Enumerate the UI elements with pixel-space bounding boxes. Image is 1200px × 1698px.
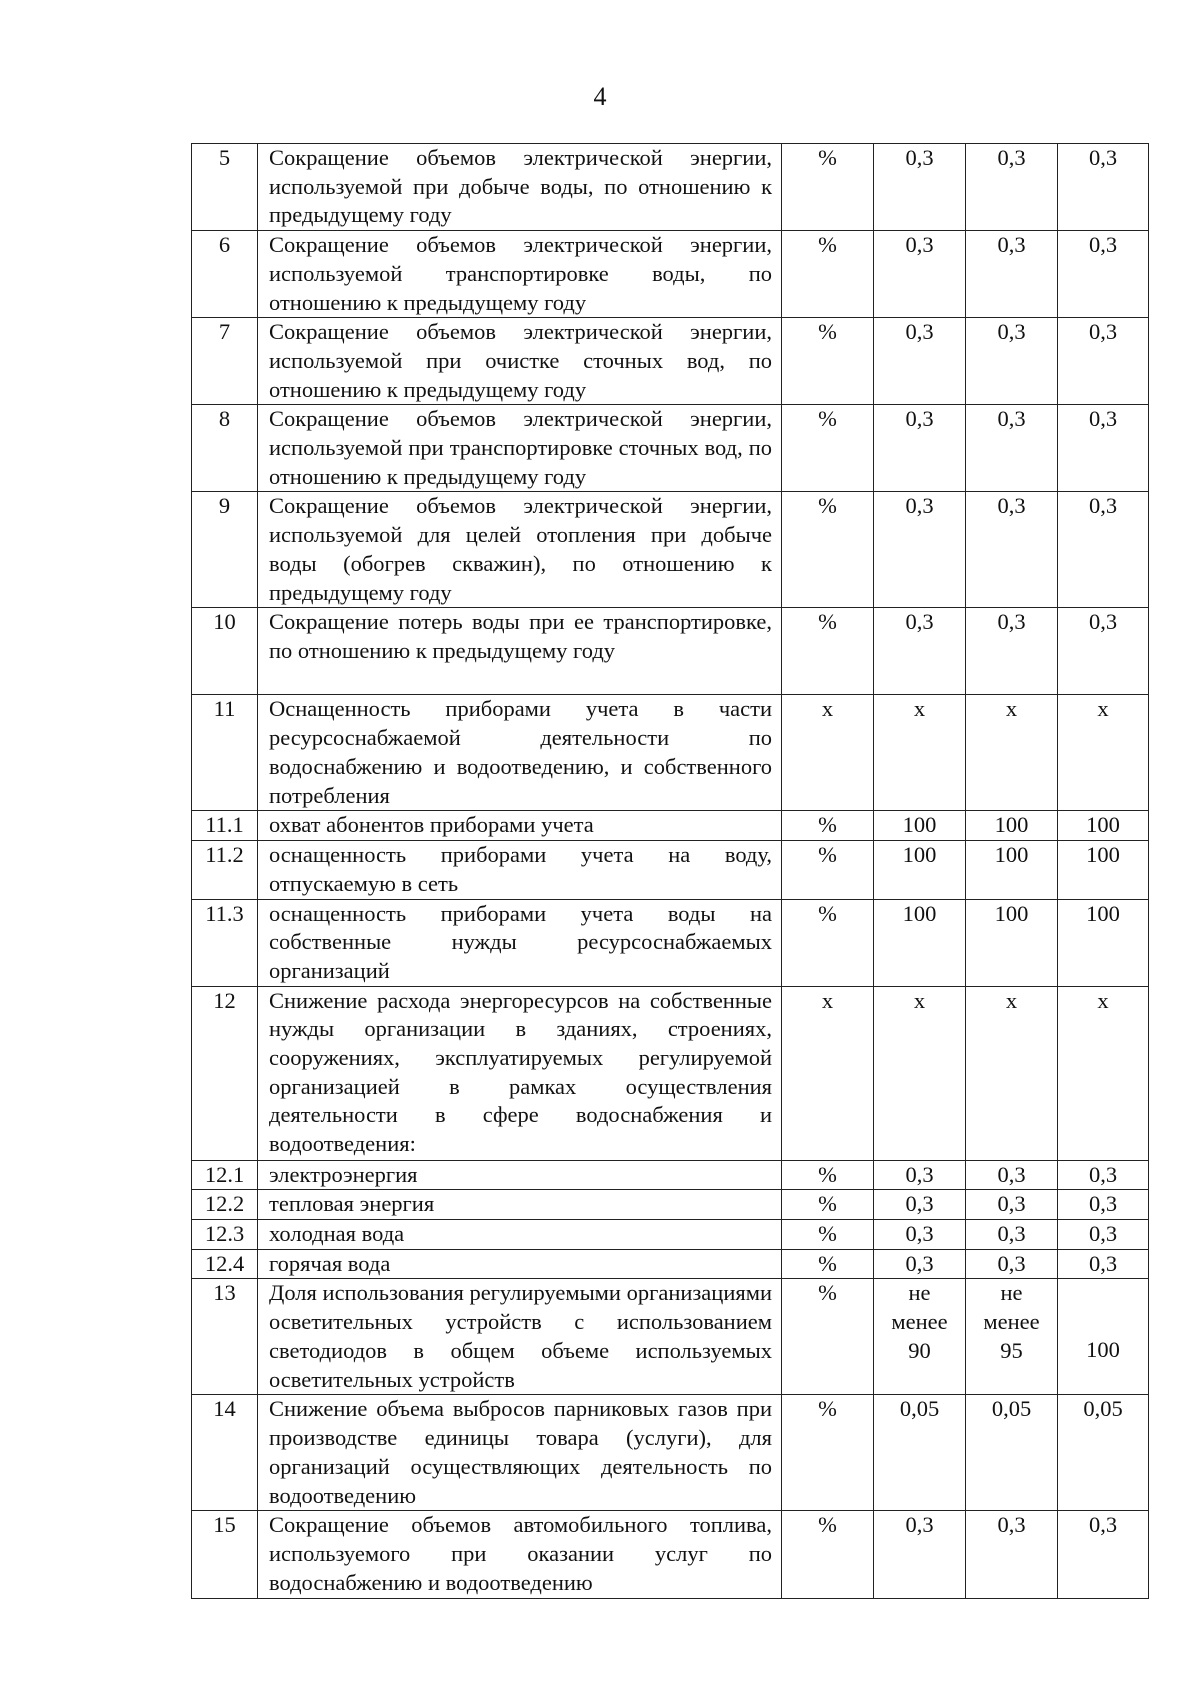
table-row bbox=[192, 986, 1149, 1160]
row-value-3: 100 bbox=[1058, 811, 1149, 841]
row-value-3: х bbox=[1058, 986, 1149, 1160]
row-unit: % bbox=[782, 144, 874, 231]
table-row bbox=[192, 1190, 1149, 1220]
row-unit: % bbox=[782, 1190, 874, 1220]
row-value-3: 0,05 bbox=[1058, 1395, 1149, 1511]
row-value-1: 0,3 bbox=[874, 231, 966, 318]
row-unit: % bbox=[782, 1160, 874, 1190]
row-number: 12.3 bbox=[192, 1220, 258, 1250]
row-number: 11.2 bbox=[192, 841, 258, 899]
row-value-2: 0,05 bbox=[966, 1395, 1058, 1511]
row-value-2: 0,3 bbox=[966, 1511, 1058, 1598]
row-description: тепловая энергия bbox=[258, 1190, 782, 1220]
row-value-1: 0,3 bbox=[874, 144, 966, 231]
row-value-3: 0,3 bbox=[1058, 1160, 1149, 1190]
table-row bbox=[192, 1279, 1149, 1395]
row-number: 9 bbox=[192, 492, 258, 608]
row-description: оснащенность приборами учета на воду, отпускаемую в сеть bbox=[258, 841, 782, 899]
row-value-3: 0,3 bbox=[1058, 318, 1149, 405]
row-unit: % bbox=[782, 899, 874, 986]
row-value-3: 0,3 bbox=[1058, 405, 1149, 492]
table-row bbox=[192, 1220, 1149, 1250]
row-unit: % bbox=[782, 1249, 874, 1279]
row-value-2: 0,3 bbox=[966, 318, 1058, 405]
row-value-1: 0,3 bbox=[874, 492, 966, 608]
row-value-3: х bbox=[1058, 695, 1149, 811]
row-unit: % bbox=[782, 1279, 874, 1395]
row-number: 5 bbox=[192, 144, 258, 231]
row-number: 12.1 bbox=[192, 1160, 258, 1190]
row-description: охват абонентов приборами учета bbox=[258, 811, 782, 841]
row-description: Сокращение объемов электрической энергии, используемой при транспортировке сточных вод, по отношению к предыдущему году bbox=[258, 405, 782, 492]
row-value-2: 0,3 bbox=[966, 144, 1058, 231]
row-description: Доля использования регулируемыми организациями осветительных устройств с использованием светодиодов в общем объеме используемых осветительных устройств bbox=[258, 1279, 782, 1395]
table-row bbox=[192, 492, 1149, 608]
row-value-1: 0,3 bbox=[874, 1511, 966, 1598]
row-unit: % bbox=[782, 841, 874, 899]
row-description: Сокращение объемов электрической энергии, используемой транспортировке воды, по отношению к предыдущему году bbox=[258, 231, 782, 318]
row-unit: % bbox=[782, 1220, 874, 1250]
row-value-1: 0,3 bbox=[874, 1160, 966, 1190]
indicators-table bbox=[191, 143, 1149, 1599]
row-value-1: х bbox=[874, 695, 966, 811]
row-value-3: 100 bbox=[1058, 841, 1149, 899]
row-unit: % bbox=[782, 1511, 874, 1598]
row-number: 15 bbox=[192, 1511, 258, 1598]
row-number: 8 bbox=[192, 405, 258, 492]
row-description: Оснащенность приборами учета в части ресурсоснабжаемой деятельности по водоснабжению и водоотведению, и собственного потребления bbox=[258, 695, 782, 811]
row-unit: х bbox=[782, 986, 874, 1160]
row-value-2: 0,3 bbox=[966, 1220, 1058, 1250]
row-unit: % bbox=[782, 231, 874, 318]
row-unit: % bbox=[782, 811, 874, 841]
row-value-2: 0,3 bbox=[966, 608, 1058, 695]
row-value-1: 100 bbox=[874, 899, 966, 986]
row-value-2: 0,3 bbox=[966, 231, 1058, 318]
table-row bbox=[192, 899, 1149, 986]
row-value-1: 0,3 bbox=[874, 1220, 966, 1250]
row-value-2: х bbox=[966, 695, 1058, 811]
table-row bbox=[192, 1160, 1149, 1190]
row-unit: % bbox=[782, 1395, 874, 1511]
row-number: 12 bbox=[192, 986, 258, 1160]
row-unit: % bbox=[782, 318, 874, 405]
row-description: Сокращение объемов электрической энергии, используемой при очистке сточных вод, по отношению к предыдущему году bbox=[258, 318, 782, 405]
row-value-1: 0,3 bbox=[874, 1190, 966, 1220]
row-value-1: 0,3 bbox=[874, 1249, 966, 1279]
page-number: 4 bbox=[593, 82, 607, 111]
row-number: 12.4 bbox=[192, 1249, 258, 1279]
row-value-2: 100 bbox=[966, 811, 1058, 841]
row-description: горячая вода bbox=[258, 1249, 782, 1279]
row-value-1: 0,3 bbox=[874, 608, 966, 695]
row-value-1: 100 bbox=[874, 811, 966, 841]
row-value-2: 0,3 bbox=[966, 405, 1058, 492]
row-value-3: 0,3 bbox=[1058, 231, 1149, 318]
row-value-1: 0,3 bbox=[874, 405, 966, 492]
row-value-3: 0,3 bbox=[1058, 608, 1149, 695]
row-value-1: не менее 90 bbox=[874, 1279, 966, 1395]
row-unit: % bbox=[782, 608, 874, 695]
table-row bbox=[192, 318, 1149, 405]
row-value-3: 100 bbox=[1058, 1279, 1149, 1395]
table-row bbox=[192, 811, 1149, 841]
row-number: 14 bbox=[192, 1395, 258, 1511]
row-description: электроэнергия bbox=[258, 1160, 782, 1190]
table-row bbox=[192, 1249, 1149, 1279]
row-number: 11 bbox=[192, 695, 258, 811]
table-row bbox=[192, 231, 1149, 318]
row-value-2: 0,3 bbox=[966, 1190, 1058, 1220]
row-description: Снижение расхода энергоресурсов на собственные нужды организации в зданиях, строениях, сооружениях, эксплуатируемых регулируемой организацией в рамках осуществления деятельности в сфере водоснабжения и водоотведения: bbox=[258, 986, 782, 1160]
table-row bbox=[192, 144, 1149, 231]
row-description: холодная вода bbox=[258, 1220, 782, 1250]
row-value-3: 0,3 bbox=[1058, 1190, 1149, 1220]
row-value-3: 0,3 bbox=[1058, 1220, 1149, 1250]
row-description: оснащенность приборами учета воды на собственные нужды ресурсоснабжаемых организаций bbox=[258, 899, 782, 986]
table-row bbox=[192, 1395, 1149, 1511]
table-row bbox=[192, 1511, 1149, 1598]
row-number: 6 bbox=[192, 231, 258, 318]
row-description: Сокращение объемов электрической энергии, используемой для целей отопления при добыче воды (обогрев скважин), по отношению к предыдущему году bbox=[258, 492, 782, 608]
row-description: Сокращение потерь воды при ее транспортировке, по отношению к предыдущему году bbox=[258, 608, 782, 695]
row-unit: % bbox=[782, 405, 874, 492]
row-value-1: 100 bbox=[874, 841, 966, 899]
row-number: 10 bbox=[192, 608, 258, 695]
row-value-3: 0,3 bbox=[1058, 144, 1149, 231]
table-row bbox=[192, 695, 1149, 811]
row-number: 13 bbox=[192, 1279, 258, 1395]
row-value-3: 0,3 bbox=[1058, 1511, 1149, 1598]
row-value-2: 100 bbox=[966, 841, 1058, 899]
row-description: Сокращение объемов электрической энергии, используемой при добыче воды, по отношению к предыдущему году bbox=[258, 144, 782, 231]
table-row bbox=[192, 608, 1149, 695]
row-value-3: 0,3 bbox=[1058, 492, 1149, 608]
row-value-1: х bbox=[874, 986, 966, 1160]
row-value-1: 0,3 bbox=[874, 318, 966, 405]
row-value-2: не менее 95 bbox=[966, 1279, 1058, 1395]
row-value-2: 0,3 bbox=[966, 1160, 1058, 1190]
row-value-3: 0,3 bbox=[1058, 1249, 1149, 1279]
row-value-2: 0,3 bbox=[966, 1249, 1058, 1279]
row-value-1: 0,05 bbox=[874, 1395, 966, 1511]
row-number: 12.2 bbox=[192, 1190, 258, 1220]
row-value-2: х bbox=[966, 986, 1058, 1160]
row-description: Снижение объема выбросов парниковых газов при производстве единицы товара (услуги), для организаций осуществляющих деятельность по водоотведению bbox=[258, 1395, 782, 1511]
row-value-2: 0,3 bbox=[966, 492, 1058, 608]
table-row bbox=[192, 405, 1149, 492]
table-row bbox=[192, 841, 1149, 899]
row-number: 11.3 bbox=[192, 899, 258, 986]
row-number: 7 bbox=[192, 318, 258, 405]
row-description: Сокращение объемов автомобильного топлива, используемого при оказании услуг по водоснабжению и водоотведению bbox=[258, 1511, 782, 1598]
row-number: 11.1 bbox=[192, 811, 258, 841]
row-value-3: 100 bbox=[1058, 899, 1149, 986]
row-unit: х bbox=[782, 695, 874, 811]
row-unit: % bbox=[782, 492, 874, 608]
row-value-2: 100 bbox=[966, 899, 1058, 986]
